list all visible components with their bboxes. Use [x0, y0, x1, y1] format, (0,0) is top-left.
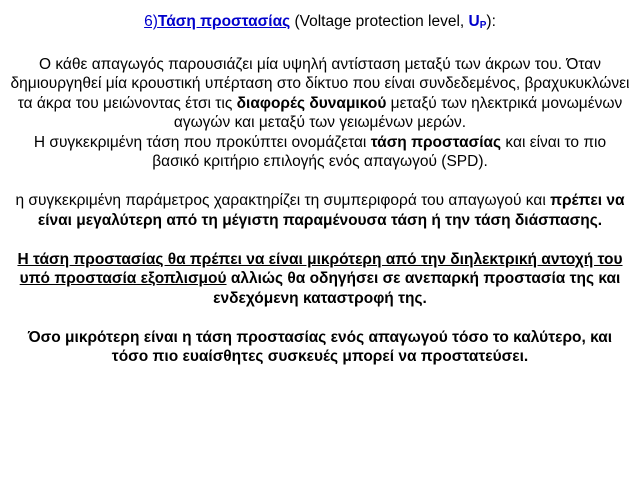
slide-title — [10, 12, 630, 36]
title-symbol-letter: U — [468, 13, 480, 30]
title-english-close: ): — [486, 13, 496, 30]
p3-bold-requirement: πρέπει να είναι μεγαλύτερη από τη μέγιστη παραμένουσα τάση ή την τάση διάσπασης. — [37, 192, 625, 229]
p5-bold-conclusion: Όσο μικρότερη είναι η τάση προστασίας ενός απαγωγού τόσο το καλύτερο, και τόσο πιο ευαίσθητες συσκευές μπορεί να προστατεύσει. — [27, 328, 613, 365]
p4-bold-consequence: αλλιώς θα οδηγήσει σε ανεπαρκή προστασία της και ενδεχόμενη καταστροφή της. — [213, 270, 621, 307]
paragraph-conclusion — [10, 328, 630, 367]
title-symbol-subscript: P — [479, 20, 487, 31]
p4-bold-underlined-statement: Η τάση προστασίας θα πρέπει να είναι μικρότερη από την διηλεκτρική αντοχή του υπό προστασία εξοπλισμού — [17, 250, 623, 287]
title-english-open: (Voltage protection level, — [290, 13, 469, 30]
p1-text-c: μεταξύ των ηλεκτρικά μονωμένων αγωγών και μεταξύ των γειωμένων μερών. — [173, 94, 623, 131]
p2-text-c: και είναι το πιο βασικό κριτήριο επιλογής ενός απαγωγού (SPD). — [152, 133, 607, 170]
spacer — [10, 308, 630, 328]
spacer — [10, 172, 630, 192]
spacer — [10, 230, 630, 250]
paragraph-dielectric-strength — [10, 250, 630, 309]
p1-text-a: Ο κάθε απαγωγός παρουσιάζει μία υψηλή αντίσταση μεταξύ των άκρων του. Όταν δημιουργηθεί μία κρουστική υπέρταση στο δίκτυο που είναι συνδεδεμένος, βραχυκυκλώνει τα άκρα του μειώνοντας έτσι τις — [10, 55, 630, 112]
title-number: 6) — [144, 13, 158, 30]
p1-bold-potential-differences: διαφορές δυναμικού — [236, 94, 387, 112]
title-symbol — [469, 13, 487, 30]
paragraph-arrester-description — [10, 55, 630, 133]
p2-bold-protection-voltage: τάση προστασίας — [370, 133, 502, 151]
p3-text-a: η συγκεκριμένη παράμετρος χαρακτηρίζει τη συμπεριφορά του απαγωγού και — [15, 192, 551, 209]
title-greek: Τάση προστασίας — [157, 13, 291, 30]
p2-text-a: Η συγκεκριμένη τάση που προκύπτει ονομάζεται — [33, 133, 371, 151]
paragraph-protection-voltage-definition — [10, 133, 630, 172]
paragraph-parameter-requirement — [10, 191, 630, 230]
